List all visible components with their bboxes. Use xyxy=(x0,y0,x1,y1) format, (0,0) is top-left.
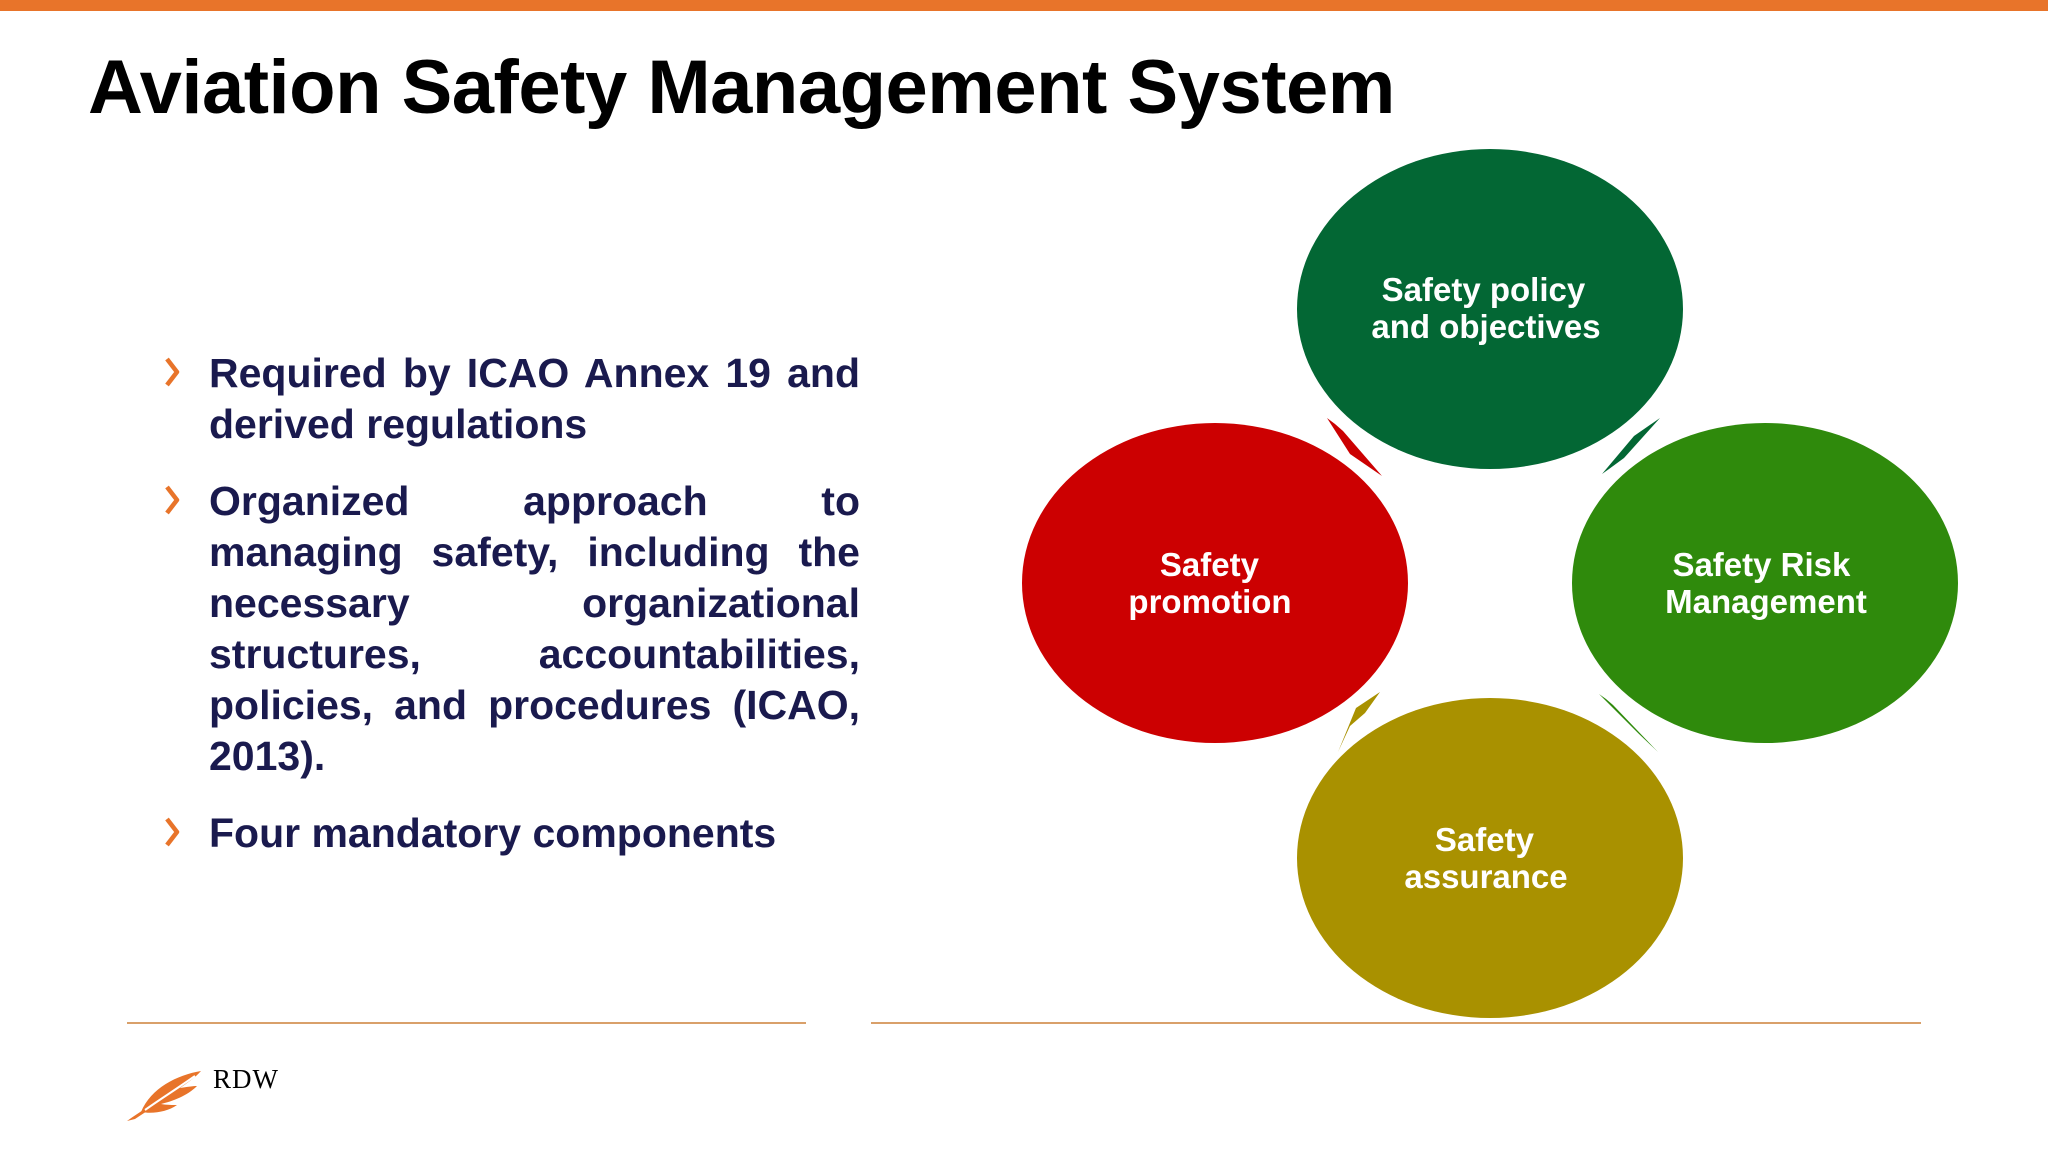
footer-divider-left xyxy=(127,1022,806,1024)
page-title: Aviation Safety Management System xyxy=(88,45,1395,130)
promotion-label-line2: promotion xyxy=(1128,583,1292,620)
component-label-policy xyxy=(1371,271,1600,345)
assurance-label-line1: Safety xyxy=(1434,821,1534,858)
bullet-text: Four mandatory components xyxy=(209,810,777,856)
policy-label-line1: Safety policy xyxy=(1381,271,1586,308)
policy-label-line2: and objectives xyxy=(1371,308,1601,345)
risk-label-line1: Safety Risk xyxy=(1672,546,1851,583)
footer-divider-right xyxy=(871,1022,1921,1024)
bullet-text: Organized approach to managing safety, including the necessary organizational structures, accountabilities, policies, and procedures (ICAO, 2013). xyxy=(209,478,860,779)
logo-wordmark: RDW xyxy=(213,1064,279,1094)
component-label-risk xyxy=(1665,546,1867,620)
bullet-text: Required by ICAO Annex 19 and derived regulations xyxy=(209,350,860,447)
assurance-label-line2: assurance xyxy=(1404,858,1568,895)
risk-label-line2: Management xyxy=(1665,583,1867,620)
promotion-label-line1: Safety xyxy=(1159,546,1259,583)
feather-icon xyxy=(125,1068,205,1123)
